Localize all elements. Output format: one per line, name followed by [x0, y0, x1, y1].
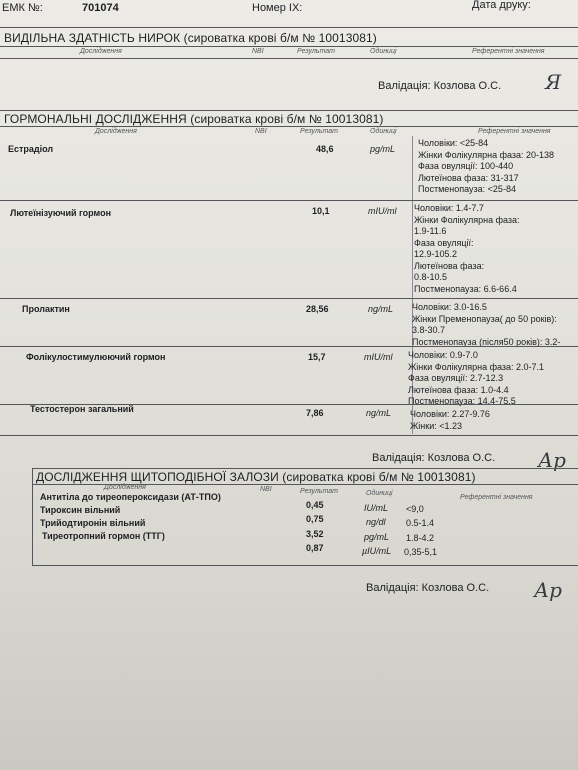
reference-values: Чоловіки: 3.0-16.5 Жінки Пременопауза( до 50 років): 3.8-30.7 Постменопауза (після50 років): 3.2-	[412, 302, 561, 347]
test-unit: pg/mL	[370, 144, 396, 154]
kidney-validation: Валідація: Козлова О.С.	[378, 80, 502, 92]
col-reference: Референтні значення	[478, 128, 551, 135]
test-unit: µIU/mL	[362, 546, 392, 556]
test-result: 7,86	[306, 408, 324, 418]
test-unit: IU/mL	[364, 503, 389, 513]
reference-values: Чоловіки: 2.27-9.76 Жінки: <1.23	[410, 409, 490, 431]
test-result: 3,52	[306, 529, 324, 539]
col-nbi: NBI	[252, 48, 264, 55]
col-reference: Референтні значення	[472, 48, 545, 55]
col-nbi: NBI	[260, 486, 272, 493]
thyroid-validation: Валідація: Козлова О.С.	[366, 582, 490, 594]
test-unit: mIU/ml	[364, 352, 393, 362]
col-study: Дослідження	[80, 48, 122, 55]
signature: Я	[545, 70, 562, 94]
thyroid-section-title: ДОСЛІДЖЕННЯ ЩИТОПОДІБНОЇ ЗАЛОЗИ (сироватка крові б/м № 10013081)	[36, 470, 476, 484]
test-unit: mIU/ml	[368, 206, 397, 216]
test-unit: ng/mL	[368, 304, 394, 314]
test-result: 48,6	[316, 144, 334, 154]
test-unit: pg/mL	[364, 532, 390, 542]
reference-values: 1.8-4.2	[406, 533, 435, 543]
test-result: 15,7	[308, 352, 326, 362]
col-unit: Одиниці	[370, 128, 397, 135]
test-name: Трийодтиронін вільний	[40, 518, 146, 528]
hormonal-section-title: ГОРМОНАЛЬНІ ДОСЛІДЖЕННЯ (сироватка крові б/м № 10013081)	[4, 112, 384, 126]
test-unit: ng/mL	[366, 408, 392, 418]
test-name: Антитіла до тиреопероксидази (АТ-ТПО)	[40, 492, 221, 502]
col-nbi: NBI	[255, 128, 267, 135]
test-result: 10,1	[312, 206, 330, 216]
reference-values: <9,0	[406, 504, 424, 514]
reference-values: 0.5-1.4	[406, 518, 435, 528]
col-result: Результат	[300, 488, 338, 495]
test-name: Тиреотропний гормон (ТТГ)	[42, 531, 165, 541]
col-unit: Одиниці	[370, 48, 397, 55]
kidney-section-title: ВИДІЛЬНА ЗДАТНІСТЬ НИРОК (сироватка крові б/м № 10013081)	[4, 31, 377, 45]
test-unit: ng/dl	[366, 517, 386, 527]
test-result: 28,56	[306, 304, 329, 314]
col-reference: Референтні значення	[460, 494, 533, 501]
col-result: Результат	[300, 128, 338, 135]
col-unit: Одиниці	[366, 490, 393, 497]
col-study: Дослідження	[95, 128, 137, 135]
reference-values: 0,35-5,1	[404, 547, 438, 557]
test-result: 0,75	[306, 514, 324, 524]
test-name: Естрадіол	[8, 144, 54, 154]
test-name: Фолікулостимулюючий гормон	[26, 352, 166, 362]
reference-values: Чоловіки: 1.4-7.7 Жінки Фолікулярна фаза: 1.9-11.6 Фаза овуляції: 12.9-105.2 Лютеїнова фаза: 0.8-10.5 Постменопауза: 6.6-66.4	[414, 203, 520, 294]
print-date-label: Дата друку:	[472, 0, 531, 11]
signature: Ар	[538, 448, 566, 472]
test-result: 0,87	[306, 543, 324, 553]
emk-value: 701074	[82, 2, 119, 14]
hormonal-validation: Валідація: Козлова О.С.	[372, 452, 496, 464]
signature: Ар	[534, 578, 562, 602]
test-name: Лютеїнізуючий гормон	[10, 208, 112, 218]
reference-values: Чоловіки: <25-84 Жінки Фолікулярна фаза: 20-138 Фаза овуляції: 100-440 Лютеїнова фаза: 31-317 Постменопауза: <25-84	[418, 138, 555, 194]
reference-values: Чоловіки: 0.9-7.0 Жінки Фолікулярна фаза: 2.0-7.1 Фаза овуляції: 2.7-12.3 Лютеїнова фаза: 1.0-4.4 Постменопауза: 14.4-75.5	[408, 350, 545, 406]
number-ix-label: Номер IX:	[252, 2, 303, 14]
test-name: Тироксин вільний	[40, 505, 121, 515]
test-result: 0,45	[306, 500, 324, 510]
col-study: Дослідження	[104, 484, 146, 491]
test-name: Тестостерон загальний	[30, 404, 134, 414]
emk-label: ЕМК №:	[2, 2, 43, 14]
test-name: Пролактин	[22, 304, 70, 314]
col-result: Результат	[297, 48, 335, 55]
